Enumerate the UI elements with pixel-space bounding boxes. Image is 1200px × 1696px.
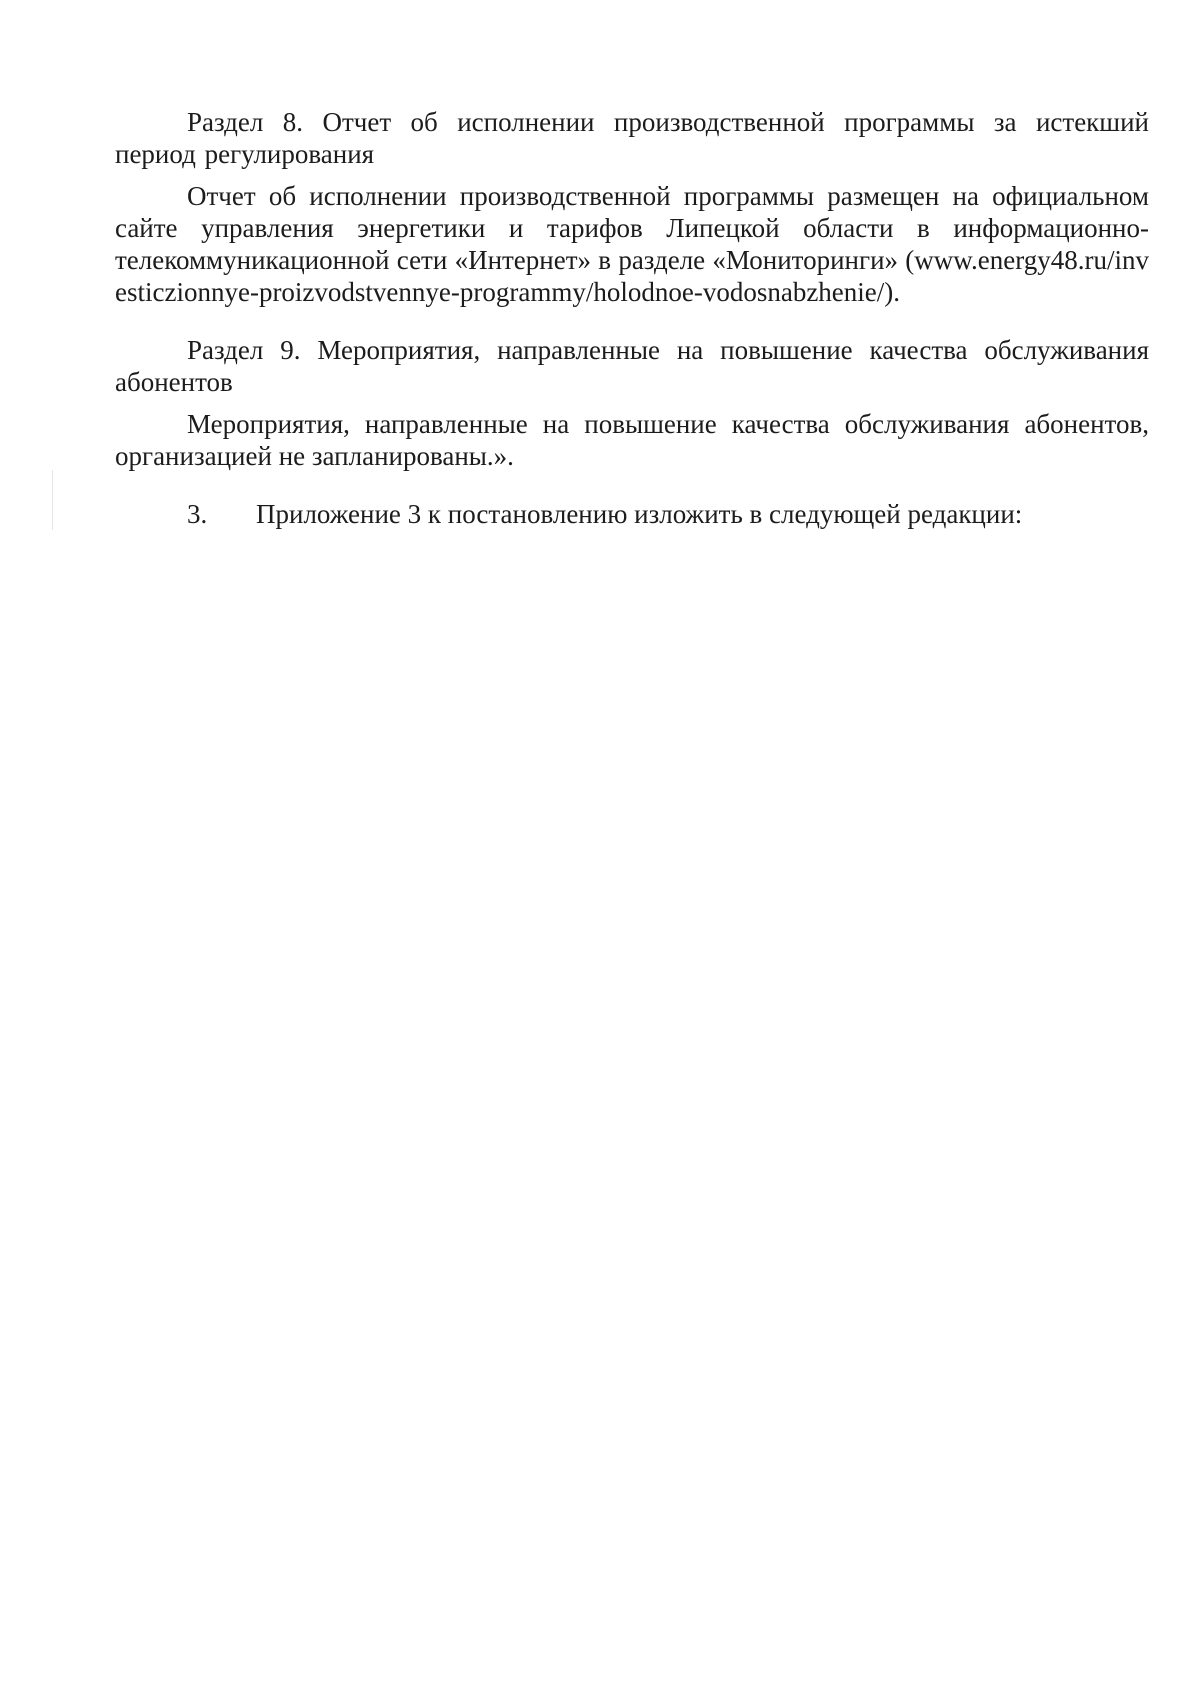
numbered-item-3 [115, 498, 1149, 530]
spacer [115, 398, 1149, 408]
spacer [115, 308, 1149, 334]
spacer [115, 472, 1149, 498]
spacer [115, 170, 1149, 180]
section-8-heading: Раздел 8. Отчет об исполнении производственной программы за истекший период регулирования [115, 107, 1149, 169]
scan-artifact-line [52, 470, 53, 530]
section-8-body [115, 180, 1149, 308]
section-9-body: Мероприятия, направленные на повышение качества обслуживания абонентов, организацией не запланированы.». [115, 409, 1149, 471]
section-8-body-end: ). [884, 277, 901, 307]
monitoring-url: www.energy48.ru/investiczionnye-proizvodstvennye-programmy/holodnoe-vodosnabzhenie/ [115, 245, 1149, 307]
item-text: Приложение 3 к постановлению изложить в следующей редакции: [256, 499, 1023, 529]
section-8-body-text: Отчет об исполнении производственной программы размещен на официальном сайте управления энергетики и тарифов Липецкой области в информационно-телекоммуникационной сети «Интернет» в разделе «Мониторинги» ( [115, 181, 1149, 275]
item-number: 3. [187, 499, 208, 529]
section-9-heading: Раздел 9. Мероприятия, направленные на повышение качества обслуживания абонентов [115, 335, 1149, 397]
document-body [115, 106, 1149, 530]
